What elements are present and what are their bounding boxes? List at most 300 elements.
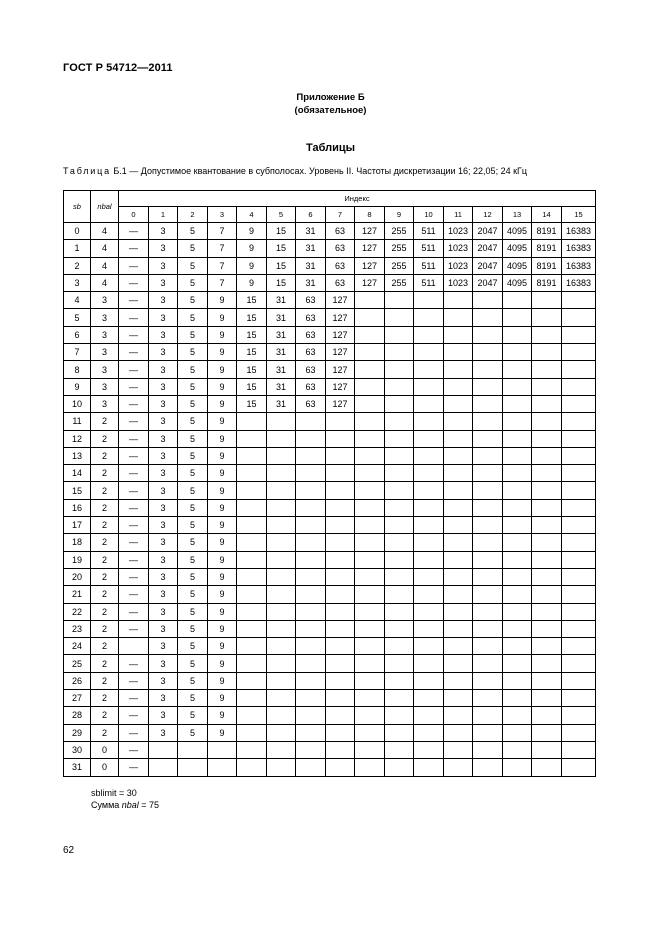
table-cell: — [119, 690, 149, 707]
table-cell: 9 [237, 274, 267, 291]
table-cell: 3 [149, 551, 178, 568]
table-cell [532, 344, 562, 361]
table-cell [237, 638, 267, 655]
table-cell [267, 759, 296, 776]
table-cell [444, 309, 473, 326]
table-cell: — [119, 620, 149, 637]
table-row [64, 482, 596, 499]
table-cell [532, 586, 562, 603]
index-header-cell: 1 [149, 207, 178, 223]
table-cell: 31 [296, 223, 326, 240]
table-cell: 31 [267, 292, 296, 309]
table-cell: — [119, 707, 149, 724]
table-cell [503, 465, 532, 482]
table-cell: 6 [64, 326, 91, 343]
table-cell: — [119, 741, 149, 758]
table-cell: 12 [64, 430, 91, 447]
col-header-nbal: nbal [91, 191, 119, 223]
table-cell [414, 741, 444, 758]
table-cell: 2047 [473, 240, 503, 257]
table-cell [355, 326, 385, 343]
table-cell [503, 344, 532, 361]
table-cell: 5 [178, 568, 208, 585]
table-cell [414, 724, 444, 741]
table-cell [473, 655, 503, 672]
table-cell: 8 [64, 361, 91, 378]
table-cell [414, 690, 444, 707]
table-cell: 8191 [532, 223, 562, 240]
table-cell [355, 534, 385, 551]
table-cell [237, 655, 267, 672]
table-cell [532, 309, 562, 326]
table-cell [562, 344, 596, 361]
sum-note [91, 799, 159, 811]
table-cell [444, 620, 473, 637]
table-cell [385, 395, 414, 412]
table-cell [296, 672, 326, 689]
sum-prefix: Сумма [91, 800, 122, 810]
table-cell [562, 326, 596, 343]
table-row [64, 517, 596, 534]
table-cell [444, 361, 473, 378]
table-cell [414, 638, 444, 655]
table-cell [473, 482, 503, 499]
table-cell [385, 378, 414, 395]
table-cell [267, 430, 296, 447]
table-cell [473, 690, 503, 707]
table-cell: 0 [91, 741, 119, 758]
table-cell [385, 759, 414, 776]
table-cell: 5 [178, 724, 208, 741]
table-cell [296, 430, 326, 447]
table-cell: 9 [208, 344, 237, 361]
table-cell: 15 [237, 309, 267, 326]
table-cell [355, 620, 385, 637]
table-cell: 63 [296, 395, 326, 412]
table-cell [562, 759, 596, 776]
table-cell [444, 378, 473, 395]
table-cell: 127 [355, 257, 385, 274]
table-cell: 16383 [562, 274, 596, 291]
table-cell: — [119, 413, 149, 430]
table-cell [296, 517, 326, 534]
table-cell [326, 672, 355, 689]
table-cell [267, 707, 296, 724]
table-cell [562, 482, 596, 499]
table-cell [326, 413, 355, 430]
table-cell [296, 568, 326, 585]
index-header-cell: 3 [208, 207, 237, 223]
table-cell: 3 [91, 292, 119, 309]
table-cell [562, 724, 596, 741]
table-row [64, 759, 596, 776]
table-cell: 5 [178, 707, 208, 724]
table-cell [444, 672, 473, 689]
table-cell: 4 [91, 257, 119, 274]
table-cell: 3 [149, 499, 178, 516]
table-cell: 5 [178, 638, 208, 655]
table-cell [473, 465, 503, 482]
index-header-cell: 5 [267, 207, 296, 223]
table-cell: 15 [267, 257, 296, 274]
table-cell [444, 707, 473, 724]
table-cell [296, 690, 326, 707]
table-cell [532, 430, 562, 447]
table-cell: 5 [178, 690, 208, 707]
table-cell: 15 [267, 240, 296, 257]
table-cell: 9 [64, 378, 91, 395]
table-cell: — [119, 430, 149, 447]
table-cell: 2 [91, 430, 119, 447]
table-cell [267, 690, 296, 707]
table-cell: 9 [237, 257, 267, 274]
table-cell [444, 413, 473, 430]
table-cell: 7 [208, 240, 237, 257]
table-cell [503, 326, 532, 343]
table-row [64, 499, 596, 516]
col-header-sb: sb [64, 191, 91, 223]
table-cell: 3 [149, 223, 178, 240]
table-cell [385, 690, 414, 707]
table-cell: 3 [149, 378, 178, 395]
table-cell [473, 551, 503, 568]
table-cell [414, 568, 444, 585]
table-cell [532, 568, 562, 585]
table-cell: 2 [91, 551, 119, 568]
table-cell: 3 [91, 378, 119, 395]
table-cell [503, 413, 532, 430]
table-cell: 13 [64, 447, 91, 464]
table-cell: 5 [178, 361, 208, 378]
table-cell [414, 447, 444, 464]
table-cell [355, 430, 385, 447]
table-cell: — [119, 534, 149, 551]
table-cell: 9 [208, 724, 237, 741]
table-cell [326, 741, 355, 758]
table-cell: — [119, 499, 149, 516]
table-cell: 3 [149, 257, 178, 274]
table-cell [355, 759, 385, 776]
table-row [64, 465, 596, 482]
table-cell [532, 672, 562, 689]
table-cell: 11 [64, 413, 91, 430]
table-cell: 27 [64, 690, 91, 707]
table-cell [532, 638, 562, 655]
table-cell: 15 [237, 395, 267, 412]
table-cell [503, 620, 532, 637]
table-cell: 4 [91, 274, 119, 291]
table-cell [503, 586, 532, 603]
table-cell [562, 292, 596, 309]
table-cell [562, 655, 596, 672]
table-cell [444, 603, 473, 620]
table-cell: — [119, 568, 149, 585]
table-cell [473, 707, 503, 724]
table-cell [444, 326, 473, 343]
table-cell [414, 534, 444, 551]
table-cell: 5 [178, 344, 208, 361]
table-cell [532, 378, 562, 395]
table-cell [473, 430, 503, 447]
table-cell: 63 [326, 223, 355, 240]
table-cell: — [119, 724, 149, 741]
table-cell: 16383 [562, 240, 596, 257]
table-cell [385, 655, 414, 672]
table-cell: 5 [178, 465, 208, 482]
table-cell: 25 [64, 655, 91, 672]
table-cell: 3 [149, 707, 178, 724]
table-cell: 3 [149, 672, 178, 689]
table-cell: 14 [64, 465, 91, 482]
table-cell [444, 759, 473, 776]
table-cell [355, 344, 385, 361]
table-cell: 4 [91, 240, 119, 257]
table-cell: 16383 [562, 257, 596, 274]
table-cell: 5 [178, 326, 208, 343]
table-cell: 4095 [503, 274, 532, 291]
table-cell: 29 [64, 724, 91, 741]
table-cell: 18 [64, 534, 91, 551]
table-cell: 5 [178, 395, 208, 412]
table-cell [414, 499, 444, 516]
table-cell [414, 672, 444, 689]
table-cell: 8191 [532, 274, 562, 291]
table-cell [355, 586, 385, 603]
table-cell [355, 465, 385, 482]
table-cell [414, 620, 444, 637]
table-cell: — [119, 292, 149, 309]
table-cell [562, 707, 596, 724]
table-cell [473, 447, 503, 464]
table-cell: 63 [296, 309, 326, 326]
table-cell: 3 [149, 568, 178, 585]
table-cell [414, 759, 444, 776]
table-cell [532, 499, 562, 516]
table-cell [385, 568, 414, 585]
table-cell [296, 638, 326, 655]
table-cell: 15 [237, 326, 267, 343]
table-cell [414, 465, 444, 482]
table-cell [355, 499, 385, 516]
table-cell [326, 724, 355, 741]
table-notes [91, 787, 159, 811]
table-cell [326, 482, 355, 499]
table-cell: 3 [149, 690, 178, 707]
table-cell [208, 741, 237, 758]
table-cell [414, 326, 444, 343]
table-cell: 9 [208, 482, 237, 499]
index-header-cell: 4 [237, 207, 267, 223]
table-cell [444, 724, 473, 741]
table-cell: — [119, 759, 149, 776]
table-cell [532, 603, 562, 620]
table-cell: 127 [355, 274, 385, 291]
table-cell: 2 [91, 534, 119, 551]
table-cell: 5 [178, 603, 208, 620]
table-cell [562, 465, 596, 482]
table-cell: 3 [91, 361, 119, 378]
table-cell [296, 707, 326, 724]
table-cell: 4 [64, 292, 91, 309]
table-cell: 9 [208, 551, 237, 568]
table-cell [326, 465, 355, 482]
table-cell: 3 [149, 620, 178, 637]
table-cell [355, 655, 385, 672]
table-cell [296, 447, 326, 464]
table-cell [414, 292, 444, 309]
table-cell [444, 430, 473, 447]
table-row [64, 240, 596, 257]
table-cell [503, 638, 532, 655]
table-cell: 5 [178, 620, 208, 637]
table-cell: 16 [64, 499, 91, 516]
table-cell: 31 [296, 274, 326, 291]
table-cell [532, 690, 562, 707]
table-cell [296, 586, 326, 603]
table-row [64, 395, 596, 412]
table-cell: 63 [296, 344, 326, 361]
table-cell: 10 [64, 395, 91, 412]
table-cell [296, 482, 326, 499]
table-cell: 5 [178, 499, 208, 516]
table-row [64, 655, 596, 672]
table-cell [237, 724, 267, 741]
table-cell: 20 [64, 568, 91, 585]
table-cell: 9 [208, 292, 237, 309]
table-cell [267, 655, 296, 672]
table-cell: 5 [178, 292, 208, 309]
table-cell [562, 517, 596, 534]
table-row [64, 603, 596, 620]
table-row [64, 741, 596, 758]
col-header-index: Индекс [119, 191, 596, 207]
table-cell [237, 413, 267, 430]
table-cell [503, 655, 532, 672]
table-cell: 9 [208, 638, 237, 655]
table-cell: — [119, 655, 149, 672]
table-cell [355, 672, 385, 689]
table-cell [414, 361, 444, 378]
table-cell: 2 [64, 257, 91, 274]
table-cell: 24 [64, 638, 91, 655]
table-cell: — [119, 326, 149, 343]
index-header-cell: 14 [532, 207, 562, 223]
table-cell [326, 517, 355, 534]
table-cell [473, 603, 503, 620]
table-cell: 9 [208, 586, 237, 603]
index-header-cell: 12 [473, 207, 503, 223]
table-cell [414, 309, 444, 326]
table-cell: 3 [149, 274, 178, 291]
table-cell [503, 672, 532, 689]
table-cell [532, 292, 562, 309]
table-cell [267, 447, 296, 464]
table-cell: — [119, 344, 149, 361]
table-row [64, 344, 596, 361]
table-cell: 26 [64, 672, 91, 689]
table-cell: 3 [149, 603, 178, 620]
table-cell: 5 [178, 586, 208, 603]
table-cell [562, 534, 596, 551]
table-cell: 4095 [503, 240, 532, 257]
table-cell [326, 759, 355, 776]
table-cell: 9 [208, 707, 237, 724]
table-cell [532, 620, 562, 637]
table-cell: 2 [91, 413, 119, 430]
table-row [64, 586, 596, 603]
table-cell [385, 672, 414, 689]
table-cell [503, 482, 532, 499]
table-cell: — [119, 551, 149, 568]
table-cell: 5 [178, 482, 208, 499]
table-cell: 7 [208, 274, 237, 291]
table-cell [473, 568, 503, 585]
index-header-cell: 6 [296, 207, 326, 223]
table-cell [296, 413, 326, 430]
table-cell [414, 517, 444, 534]
table-cell [562, 568, 596, 585]
table-cell [444, 638, 473, 655]
table-row [64, 309, 596, 326]
table-cell: 2 [91, 638, 119, 655]
table-cell [473, 741, 503, 758]
table-cell: — [119, 361, 149, 378]
table-cell [355, 482, 385, 499]
table-cell: — [119, 309, 149, 326]
table-cell: 9 [208, 655, 237, 672]
table-cell: 63 [296, 326, 326, 343]
table-cell: — [119, 603, 149, 620]
table-cell [414, 378, 444, 395]
table-cell [355, 378, 385, 395]
table-cell: 2 [91, 517, 119, 534]
table-cell: — [119, 517, 149, 534]
table-cell [385, 638, 414, 655]
table-cell [532, 326, 562, 343]
table-cell [562, 499, 596, 516]
table-cell: 63 [296, 292, 326, 309]
table-cell [414, 707, 444, 724]
table-cell: 15 [267, 274, 296, 291]
table-cell [385, 413, 414, 430]
table-cell: 5 [178, 517, 208, 534]
table-cell: — [119, 257, 149, 274]
table-cell [503, 690, 532, 707]
table-cell [473, 724, 503, 741]
table-cell: 3 [149, 292, 178, 309]
table-cell [355, 395, 385, 412]
table-row [64, 361, 596, 378]
table-cell [473, 586, 503, 603]
table-cell [355, 292, 385, 309]
table-cell: 21 [64, 586, 91, 603]
table-cell [178, 759, 208, 776]
table-cell [149, 759, 178, 776]
table-cell: 2 [91, 672, 119, 689]
table-cell: 22 [64, 603, 91, 620]
table-cell [237, 430, 267, 447]
table-cell [503, 759, 532, 776]
table-cell [503, 499, 532, 516]
document-header: ГОСТ Р 54712—2011 [63, 62, 173, 74]
table-cell [503, 724, 532, 741]
table-row [64, 551, 596, 568]
table-cell [385, 724, 414, 741]
table-cell: 5 [178, 413, 208, 430]
index-header-cell: 15 [562, 207, 596, 223]
table-cell [503, 361, 532, 378]
table-cell [532, 759, 562, 776]
